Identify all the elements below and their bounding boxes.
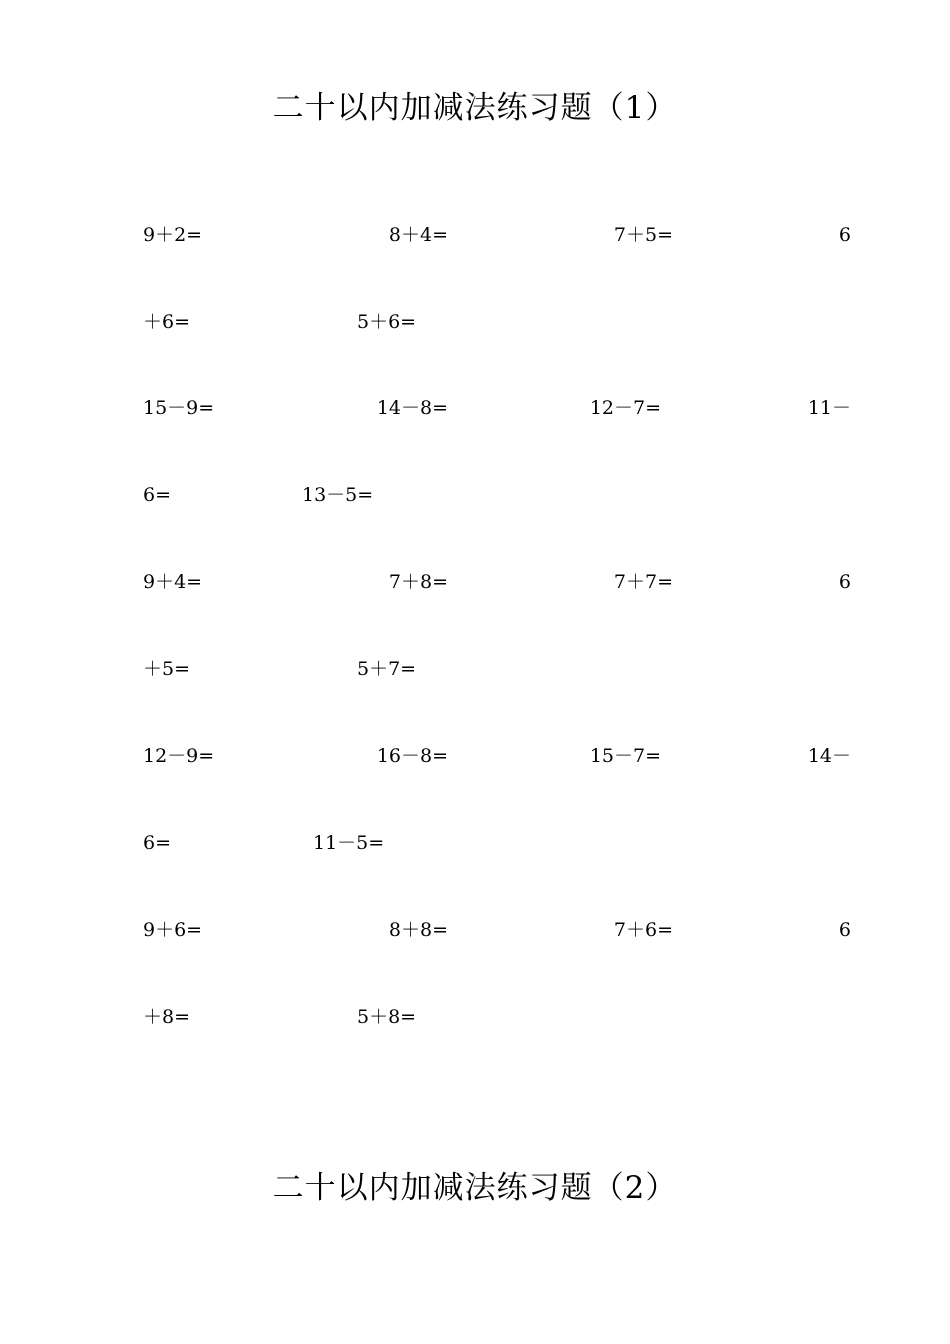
problem: 5＋8= — [357, 1006, 417, 1028]
problem: 15－7= — [589, 745, 661, 767]
problem: ＋6= — [143, 311, 191, 333]
problem-line-wrap — [143, 1002, 851, 1032]
problem: 9＋2= — [143, 224, 203, 246]
problem: 15－9= — [143, 397, 215, 419]
worksheet-title-2: 二十以内加减法练习题（2） — [272, 1170, 678, 1206]
problem-line-wrap — [143, 307, 851, 337]
problem: 9＋4= — [143, 571, 203, 593]
problem: 7＋5= — [613, 224, 673, 246]
problem: 5＋7= — [357, 658, 417, 680]
problem: 6 — [838, 224, 851, 246]
problem-line — [143, 393, 851, 423]
problem: 7＋6= — [613, 919, 673, 941]
worksheet-title-1: 二十以内加减法练习题（1） — [272, 90, 678, 126]
problem: 6 — [838, 571, 851, 593]
problem: 6= — [143, 832, 172, 854]
problem: 7＋8= — [388, 571, 448, 593]
problem-line — [143, 741, 851, 771]
problem-line — [143, 915, 851, 945]
problem: 6 — [838, 919, 851, 941]
problem-line-wrap — [143, 654, 851, 684]
problem: 11－5= — [313, 832, 385, 854]
problem: 8＋8= — [388, 919, 448, 941]
problem: 12－9= — [143, 745, 215, 767]
problem: 11－ — [807, 397, 851, 419]
problem-line-wrap — [143, 828, 851, 858]
problem: 16－8= — [376, 745, 448, 767]
problem-line — [143, 567, 851, 597]
problem: 14－ — [807, 745, 851, 767]
problem: ＋5= — [143, 658, 191, 680]
problem: 8＋4= — [388, 224, 448, 246]
problem: 6= — [143, 484, 172, 506]
problem: 13－5= — [302, 484, 374, 506]
problem: ＋8= — [143, 1006, 191, 1028]
problem: 9＋6= — [143, 919, 203, 941]
problem: 12－7= — [589, 397, 661, 419]
problem: 14－8= — [376, 397, 448, 419]
problem: 7＋7= — [613, 571, 673, 593]
problem-line-wrap — [143, 480, 851, 510]
problem: 5＋6= — [357, 311, 417, 333]
problem-line — [143, 220, 851, 250]
